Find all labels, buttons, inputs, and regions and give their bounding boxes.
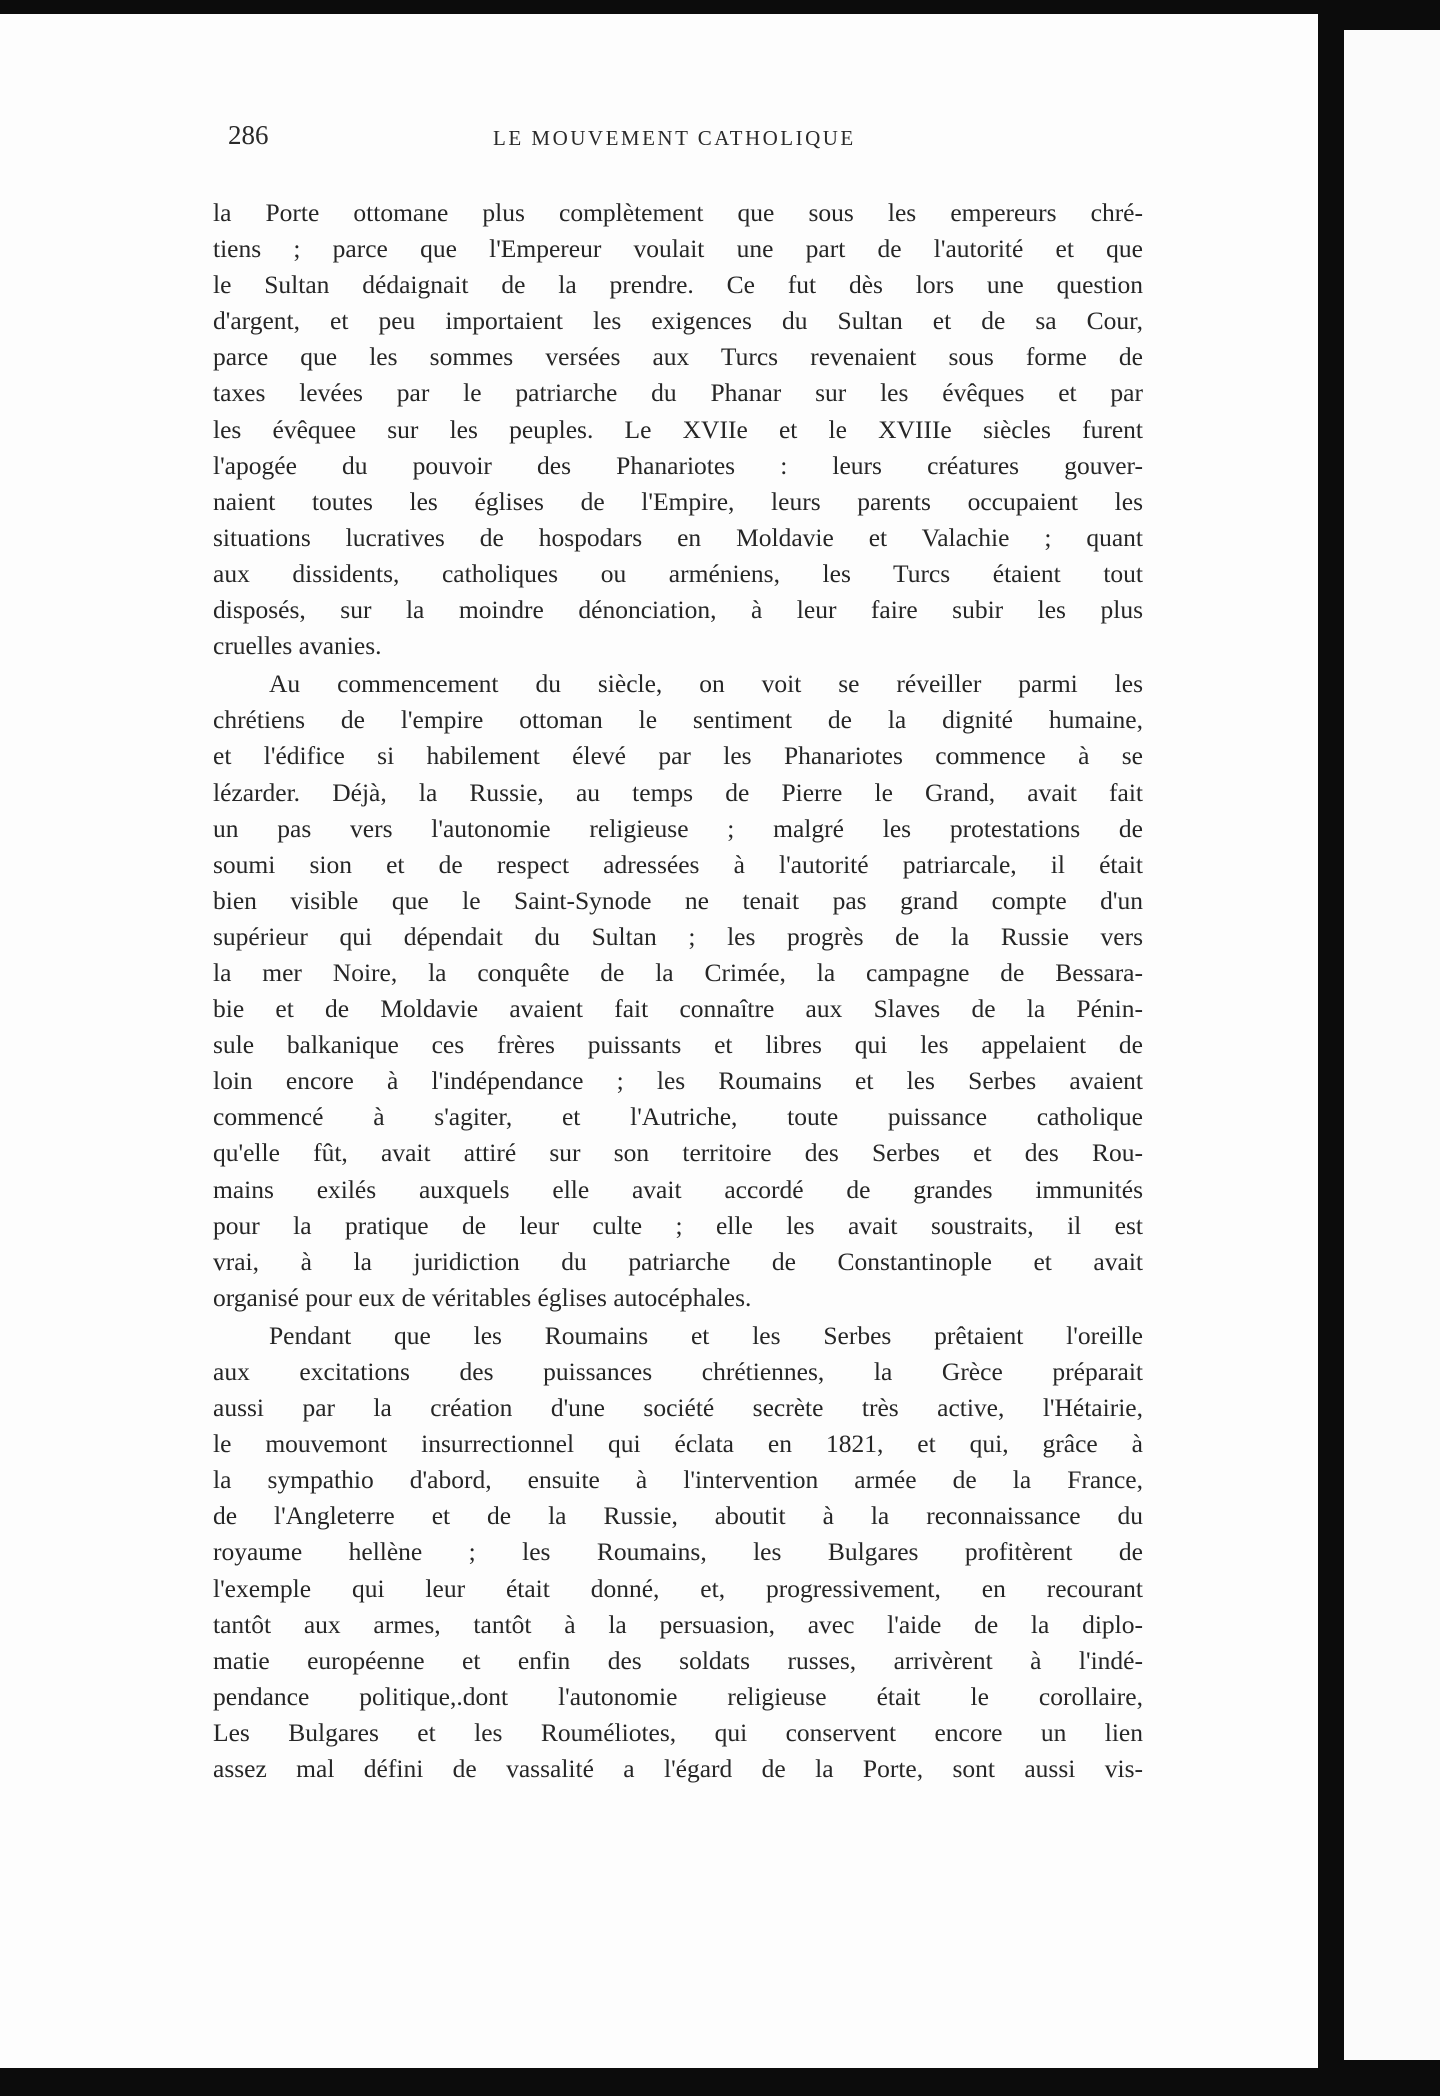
text-line: loin encore à l'indépendance ; les Roumains et les Serbes avaient: [213, 1066, 1143, 1096]
text-line: aussi par la création d'une société secrète très active, l'Hétairie,: [213, 1393, 1143, 1423]
text-line: Les Bulgares et les Rouméliotes, qui conservent encore un lien: [213, 1717, 1143, 1747]
text-line: qu'elle fût, avait attiré sur son territoire des Serbes et des Rou-: [213, 1138, 1143, 1168]
text-line: matie européenne et enfin des soldats russes, arrivèrent à l'indé-: [213, 1645, 1143, 1675]
text-line: supérieur qui dépendait du Sultan ; les progrès de la Russie vers: [213, 921, 1143, 951]
text-line: parce que les sommes versées aux Turcs revenaient sous forme de: [213, 342, 1143, 372]
text-line: soumi sion et de respect adressées à l'autorité patriarcale, il était: [213, 849, 1143, 879]
text-line: organisé pour eux de véritables églises autocéphales.: [213, 1282, 752, 1312]
adjacent-page-edge: [1344, 30, 1440, 2060]
text-line: de l'Angleterre et de la Russie, aboutit à la reconnaissance du: [213, 1501, 1143, 1531]
paragraph: [213, 195, 1143, 664]
text-line: sule balkanique ces frères puissants et libres qui les appelaient de: [213, 1030, 1143, 1060]
text-line: un pas vers l'autonomie religieuse ; malgré les protestations de: [213, 813, 1143, 843]
text-line: lézarder. Déjà, la Russie, au temps de Pierre le Grand, avait fait: [213, 777, 1143, 807]
text-line: cruelles avanies.: [213, 631, 382, 661]
text-line: Au commencement du siècle, on voit se réveiller parmi les: [269, 669, 1143, 699]
text-line: bien visible que le Saint-Synode ne tenait pas grand compte d'un: [213, 885, 1143, 915]
text-line: naient toutes les églises de l'Empire, leurs parents occupaient les: [213, 486, 1143, 516]
running-title: LE MOUVEMENT CATHOLIQUE: [493, 126, 856, 150]
body-text: [213, 195, 1143, 1787]
text-line: situations lucratives de hospodars en Moldavie et Valachie ; quant: [213, 522, 1143, 552]
text-line: taxes levées par le patriarche du Phanar sur les évêques et par: [213, 378, 1143, 408]
text-line: le Sultan dédaignait de la prendre. Ce fut dès lors une question: [213, 270, 1143, 300]
text-line: l'exemple qui leur était donné, et, progressivement, en recourant: [213, 1573, 1143, 1603]
text-line: commencé à s'agiter, et l'Autriche, toute puissance catholique: [213, 1102, 1143, 1132]
text-line: la mer Noire, la conquête de la Crimée, la campagne de Bessara-: [213, 957, 1143, 987]
paragraph: [213, 666, 1143, 1316]
text-line: la sympathio d'abord, ensuite à l'intervention armée de la France,: [213, 1465, 1143, 1495]
scan-border-top: [0, 0, 1440, 14]
text-line: tiens ; parce que l'Empereur voulait une part de l'autorité et que: [213, 234, 1143, 264]
text-line: pour la pratique de leur culte ; elle les avait soustraits, il est: [213, 1210, 1143, 1240]
paragraph: [213, 1318, 1143, 1787]
text-line: et l'édifice si habilement élevé par les Phanariotes commence à se: [213, 741, 1143, 771]
text-line: aux dissidents, catholiques ou arméniens, les Turcs étaient tout: [213, 558, 1143, 588]
text-line: disposés, sur la moindre dénonciation, à leur faire subir les plus: [213, 595, 1143, 625]
text-line: d'argent, et peu importaient les exigences du Sultan et de sa Cour,: [213, 306, 1143, 336]
text-line: Pendant que les Roumains et les Serbes prêtaient l'oreille: [269, 1320, 1143, 1350]
text-line: tantôt aux armes, tantôt à la persuasion, avec l'aide de la diplo-: [213, 1609, 1143, 1639]
text-line: l'apogée du pouvoir des Phanariotes : leurs créatures gouver-: [213, 450, 1143, 480]
text-line: bie et de Moldavie avaient fait connaître aux Slaves de la Pénin-: [213, 994, 1143, 1024]
text-line: pendance politique,.dont l'autonomie religieuse était le corollaire,: [213, 1681, 1143, 1711]
page-number: 286: [228, 120, 269, 150]
text-line: mains exilés auxquels elle avait accordé de grandes immunités: [213, 1174, 1143, 1204]
text-line: les évêquee sur les peuples. Le XVIIe et le XVIIIe siècles furent: [213, 414, 1143, 444]
text-line: aux excitations des puissances chrétiennes, la Grèce préparait: [213, 1357, 1143, 1386]
scan-border-bottom: [0, 2068, 1440, 2096]
text-line: assez mal défini de vassalité a l'égard de la Porte, sont aussi vis-: [213, 1754, 1143, 1784]
text-line: chrétiens de l'empire ottoman le sentiment de la dignité humaine,: [213, 705, 1143, 735]
text-line: le mouvemont insurrectionnel qui éclata en 1821, et qui, grâce à: [213, 1429, 1143, 1459]
text-line: vrai, à la juridiction du patriarche de Constantinople et avait: [213, 1246, 1143, 1276]
page-header: [228, 120, 1148, 160]
text-line: la Porte ottomane plus complètement que sous les empereurs chré-: [213, 198, 1143, 227]
text-line: royaume hellène ; les Roumains, les Bulgares profitèrent de: [213, 1537, 1143, 1567]
